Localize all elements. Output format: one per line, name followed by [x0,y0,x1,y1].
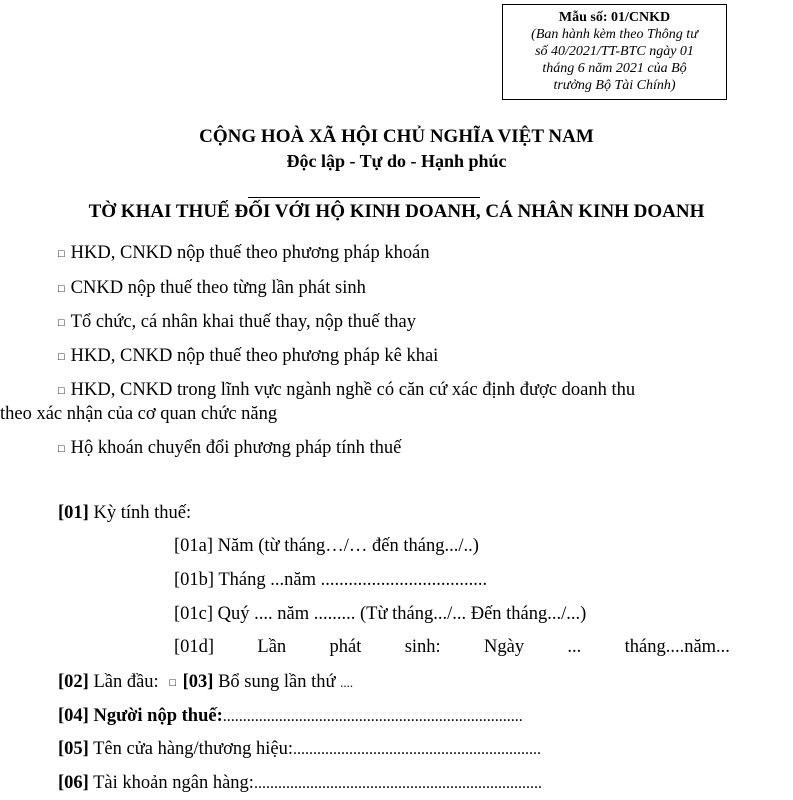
field-01d-part: [01d] [174,637,215,657]
field-store-name [58,739,541,760]
form-note-line: số 40/2021/TT-BTC ngày 01 [535,44,694,59]
field-tax-period [58,503,191,524]
option-label: CNKD nộp thuế theo từng lần phát sinh [70,278,366,298]
option-flat-rate[interactable] [58,243,430,264]
form-note-line: trưởng Bộ Tài Chính) [553,78,676,93]
field-label: Bổ sung lần thứ [218,672,336,692]
field-01d-part: phát [329,637,362,657]
option-label: HKD, CNKD nộp thuế theo phương pháp khoán [70,243,430,263]
option-declaration-method[interactable] [58,346,438,367]
field-code: [02] [58,672,89,692]
field-label: Tài khoản ngân hàng: [93,773,254,793]
bank-account-blank[interactable]: ........................................................................ [253,775,542,792]
field-01d-part: Ngày [484,637,525,657]
field-bank-account [58,773,542,794]
field-label: Lần đầu: [93,672,159,692]
form-note-line: (Ban hành kèm theo Thông tư [531,27,698,42]
form-code: Mẫu số: 01/CNKD [558,10,671,25]
national-motto: Độc lập - Tự do - Hạnh phúc [286,151,507,171]
option-confirmed-revenue[interactable] [58,380,635,401]
option-label: Hộ khoán chuyển đổi phương pháp tính thuế [70,438,402,458]
option-per-occurrence[interactable] [58,278,366,299]
store-name-blank[interactable]: .............................................................. [293,741,542,758]
field-first-time-supplement [58,672,353,693]
field-01d-occurrence[interactable] [174,637,730,658]
checkbox-icon[interactable]: □ [58,317,65,329]
field-01d-part: ... [567,637,582,657]
form-number-box [502,4,727,100]
field-code: [01] [58,503,89,523]
checkbox-icon[interactable]: □ [58,351,65,363]
checkbox-icon[interactable]: □ [58,283,65,295]
field-01b-month[interactable]: [01b] Tháng ...năm .................................... [174,570,488,590]
supplement-number-blank[interactable]: .... [340,675,354,690]
option-method-conversion[interactable] [58,438,401,459]
field-01a-year[interactable]: [01a] Năm (từ tháng…/… đến tháng.../..) [174,536,479,556]
national-name: CỘNG HOÀ XÃ HỘI CHỦ NGHĨA VIỆT NAM [199,126,594,147]
field-code: [03] [182,672,214,692]
document-title: TỜ KHAI THUẾ ĐỐI VỚI HỘ KINH DOANH, CÁ NHÂN KINH DOANH [88,201,705,222]
field-label: Người nộp thuế: [93,706,223,726]
field-code: [06] [58,773,89,793]
field-label: Tên cửa hàng/thương hiệu: [93,739,294,759]
header-divider [248,197,480,198]
field-01d-part: sinh: [404,637,441,657]
field-code: [05] [58,739,89,759]
taxpayer-blank[interactable]: ........................................................................... [222,708,523,725]
form-note-line: tháng 6 năm 2021 của Bộ [542,61,687,76]
option-label: HKD, CNKD nộp thuế theo phương pháp kê khai [70,346,439,366]
field-label: Kỳ tính thuế: [93,503,192,523]
checkbox-icon[interactable]: □ [58,248,65,260]
option-on-behalf[interactable] [58,312,416,333]
checkbox-icon[interactable]: □ [58,443,65,455]
option-label: HKD, CNKD trong lĩnh vực ngành nghề có căn cứ xác định được doanh thu [70,380,636,400]
option-label: Tổ chức, cá nhân khai thuế thay, nộp thuế thay [70,312,416,332]
checkbox-icon[interactable]: □ [58,385,65,397]
field-01c-quarter[interactable]: [01c] Quý .... năm ......... (Từ tháng.../... Đến tháng.../...) [174,604,587,624]
field-01d-part: tháng....năm... [624,637,730,657]
field-01d-part: Lần [257,637,287,657]
field-taxpayer [58,706,523,727]
option-label-continued: theo xác nhận của cơ quan chức năng [0,404,278,424]
checkbox-icon[interactable]: □ [169,677,176,689]
field-code: [04] [58,706,89,726]
